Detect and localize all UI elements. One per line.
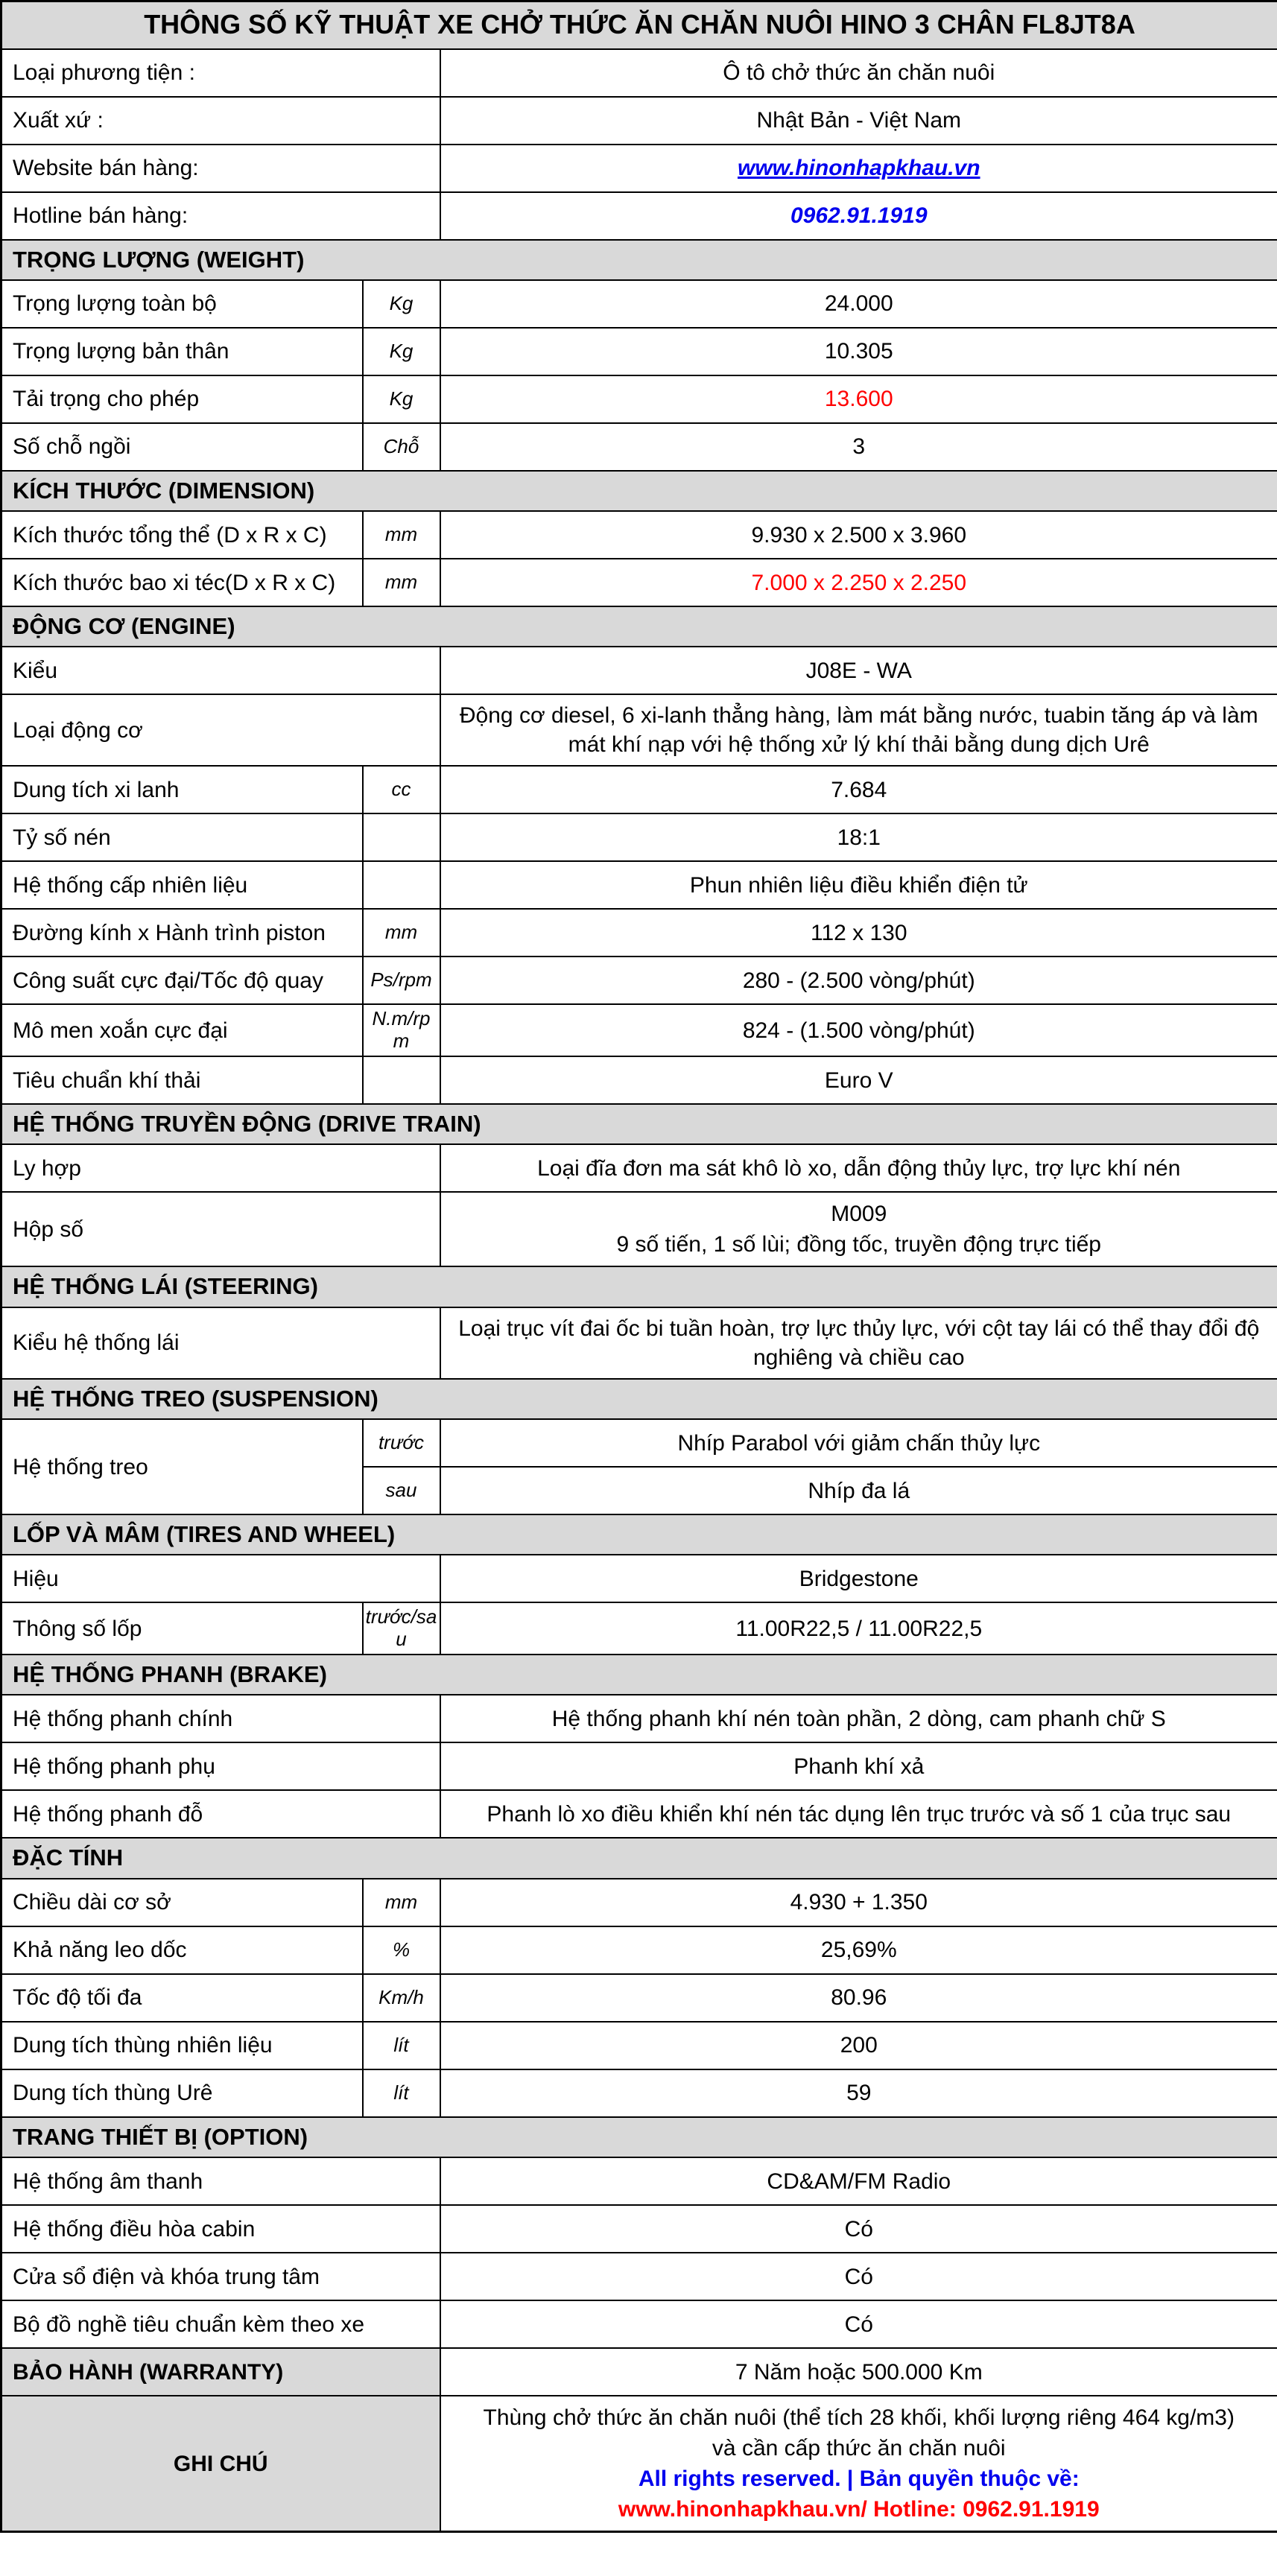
table-row	[1, 375, 1277, 423]
table-row	[1, 559, 1277, 606]
table-row	[1, 1742, 1277, 1790]
row-label: Công suất cực đại/Tốc độ quay	[1, 957, 363, 1004]
table-row	[1, 1879, 1277, 1926]
table-row	[1, 1602, 1277, 1655]
table-row	[1, 2022, 1277, 2069]
row-value: 7 Năm hoặc 500.000 Km	[440, 2348, 1277, 2396]
row-unit: lít	[363, 2069, 440, 2117]
row-value: CD&AM/FM Radio	[440, 2157, 1277, 2205]
section-row	[1, 1838, 1277, 1878]
row-unit	[363, 813, 440, 861]
row-value: 25,69%	[440, 1926, 1277, 1974]
table-row	[1, 909, 1277, 957]
row-label: GHI CHÚ	[1, 2396, 440, 2532]
row-value: Phanh lò xo điều khiển khí nén tác dụng lên trục trước và số 1 của trục sau	[440, 1790, 1277, 1838]
row-label: Kích thước tổng thể (D x R x C)	[1, 511, 363, 559]
row-label: Chiều dài cơ sở	[1, 1879, 363, 1926]
website-link[interactable]: www.hinonhapkhau.vn	[737, 156, 980, 180]
section-row	[1, 240, 1277, 280]
section-header: LỐP VÀ MÂM (TIRES AND WHEEL)	[1, 1514, 1277, 1555]
value-line: và cần cấp thức ăn chăn nuôi	[712, 2436, 1006, 2461]
row-value: 280 - (2.500 vòng/phút)	[440, 957, 1277, 1004]
row-value: Nhật Bản - Việt Nam	[440, 97, 1277, 145]
row-unit: cc	[363, 766, 440, 813]
row-value: Hệ thống phanh khí nén toàn phần, 2 dòng, cam phanh chữ S	[440, 1695, 1277, 1742]
table-row	[1, 1695, 1277, 1742]
row-value: Nhíp đa lá	[440, 1467, 1277, 1514]
row-label: Kiểu	[1, 647, 440, 694]
row-unit: mm	[363, 559, 440, 606]
row-value: Phun nhiên liệu điều khiển điện tử	[440, 861, 1277, 909]
table-row	[1, 1926, 1277, 1974]
note-copyright-line: All rights reserved. | Bản quyền thuộc về:	[638, 2466, 1080, 2492]
row-unit: N.m/rpm	[363, 1004, 440, 1056]
row-value: 9.930 x 2.500 x 3.960	[440, 511, 1277, 559]
row-label: Hệ thống điều hòa cabin	[1, 2205, 440, 2253]
row-label: Kiểu hệ thống lái	[1, 1307, 440, 1379]
hotline-number: 0962.91.1919	[440, 192, 1277, 240]
table-row	[1, 1056, 1277, 1104]
row-label: Hiệu	[1, 1555, 440, 1602]
row-value: 7.684	[440, 766, 1277, 813]
row-label: Hotline bán hàng:	[1, 192, 440, 240]
row-label: Dung tích thùng nhiên liệu	[1, 2022, 363, 2069]
page-title: THÔNG SỐ KỸ THUẬT XE CHỞ THỨC ĂN CHĂN NUÔI HINO 3 CHÂN FL8JT8A	[1, 1, 1277, 49]
table-row	[1, 2396, 1277, 2532]
row-value: 3	[440, 423, 1277, 471]
row-value: Nhíp Parabol với giảm chấn thủy lực	[440, 1419, 1277, 1467]
table-row	[1, 694, 1277, 766]
row-label: Xuất xứ :	[1, 97, 440, 145]
row-unit	[363, 861, 440, 909]
table-row	[1, 2069, 1277, 2117]
value-line: Thùng chở thức ăn chăn nuôi (thể tích 28 khối, khối lượng riêng 464 kg/m3)	[483, 2405, 1235, 2431]
value-line: M009	[831, 1202, 887, 1227]
row-value: 59	[440, 2069, 1277, 2117]
section-row	[1, 1104, 1277, 1144]
row-value	[440, 2396, 1277, 2532]
row-value: Loại trục vít đai ốc bi tuần hoàn, trợ lực thủy lực, với cột tay lái có thể thay đổi độ nghiêng và chiều cao	[440, 1307, 1277, 1379]
table-row	[1, 2253, 1277, 2300]
row-value: Phanh khí xả	[440, 1742, 1277, 1790]
row-label: Dung tích thùng Urê	[1, 2069, 363, 2117]
section-header: TRỌNG LƯỢNG (WEIGHT)	[1, 240, 1277, 280]
table-row	[1, 1307, 1277, 1379]
section-header: ĐẶC TÍNH	[1, 1838, 1277, 1878]
row-label: Cửa sổ điện và khóa trung tâm	[1, 2253, 440, 2300]
table-row	[1, 957, 1277, 1004]
row-value	[440, 145, 1277, 192]
section-row	[1, 2117, 1277, 2157]
table-row	[1, 328, 1277, 375]
row-value: 24.000	[440, 280, 1277, 328]
row-unit: Chỗ	[363, 423, 440, 471]
table-row	[1, 145, 1277, 192]
row-unit: sau	[363, 1467, 440, 1514]
table-row	[1, 2348, 1277, 2396]
row-value: 80.96	[440, 1974, 1277, 2022]
table-row	[1, 1555, 1277, 1602]
section-row	[1, 606, 1277, 647]
row-value: 824 - (1.500 vòng/phút)	[440, 1004, 1277, 1056]
section-header: HỆ THỐNG TREO (SUSPENSION)	[1, 1379, 1277, 1419]
section-row	[1, 1266, 1277, 1307]
row-unit: %	[363, 1926, 440, 1974]
row-label: Loại động cơ	[1, 694, 440, 766]
row-label: Tỷ số nén	[1, 813, 363, 861]
row-value: Euro V	[440, 1056, 1277, 1104]
row-unit: trước	[363, 1419, 440, 1467]
row-value: 4.930 + 1.350	[440, 1879, 1277, 1926]
row-label: Hệ thống treo	[1, 1419, 363, 1514]
row-label: Loại phương tiện :	[1, 49, 440, 97]
row-label: BẢO HÀNH (WARRANTY)	[1, 2348, 440, 2396]
section-row	[1, 1514, 1277, 1555]
row-unit: Ps/rpm	[363, 957, 440, 1004]
row-value: 18:1	[440, 813, 1277, 861]
table-row	[1, 423, 1277, 471]
table-row	[1, 1192, 1277, 1266]
row-value: Có	[440, 2205, 1277, 2253]
table-row	[1, 280, 1277, 328]
section-header: KÍCH THƯỚC (DIMENSION)	[1, 471, 1277, 511]
section-header: HỆ THỐNG PHANH (BRAKE)	[1, 1655, 1277, 1695]
table-row	[1, 1974, 1277, 2022]
spec-table-body	[1, 1, 1277, 2532]
row-value: Bridgestone	[440, 1555, 1277, 1602]
row-label: Tải trọng cho phép	[1, 375, 363, 423]
row-unit: mm	[363, 1879, 440, 1926]
value-line: 9 số tiến, 1 số lùi; đồng tốc, truyền động trực tiếp	[616, 1232, 1101, 1257]
row-label: Mô men xoắn cực đại	[1, 1004, 363, 1056]
section-row	[1, 471, 1277, 511]
row-unit: Kg	[363, 375, 440, 423]
row-label: Tốc độ tối đa	[1, 1974, 363, 2022]
row-value: 7.000 x 2.250 x 2.250	[440, 559, 1277, 606]
table-row	[1, 766, 1277, 813]
section-header: HỆ THỐNG LÁI (STEERING)	[1, 1266, 1277, 1307]
row-label: Kích thước bao xi téc(D x R x C)	[1, 559, 363, 606]
row-label: Số chỗ ngồi	[1, 423, 363, 471]
row-unit	[363, 1056, 440, 1104]
table-row	[1, 861, 1277, 909]
row-label: Hệ thống phanh phụ	[1, 1742, 440, 1790]
row-label: Dung tích xi lanh	[1, 766, 363, 813]
table-row	[1, 97, 1277, 145]
row-value: Loại đĩa đơn ma sát khô lò xo, dẫn động thủy lực, trợ lực khí nén	[440, 1144, 1277, 1192]
table-row	[1, 2157, 1277, 2205]
table-row	[1, 647, 1277, 694]
row-label: Hệ thống phanh đỗ	[1, 1790, 440, 1838]
section-header: ĐỘNG CƠ (ENGINE)	[1, 606, 1277, 647]
table-row	[1, 813, 1277, 861]
row-label: Bộ đồ nghề tiêu chuẩn kèm theo xe	[1, 2300, 440, 2348]
section-row	[1, 1379, 1277, 1419]
section-row	[1, 1655, 1277, 1695]
row-label: Trọng lượng bản thân	[1, 328, 363, 375]
row-value: 11.00R22,5 / 11.00R22,5	[440, 1602, 1277, 1655]
table-row	[1, 192, 1277, 240]
row-unit: mm	[363, 511, 440, 559]
row-unit: Km/h	[363, 1974, 440, 2022]
table-row	[1, 1790, 1277, 1838]
row-value: 112 x 130	[440, 909, 1277, 957]
row-value: 13.600	[440, 375, 1277, 423]
row-value	[440, 1192, 1277, 1266]
row-value: J08E - WA	[440, 647, 1277, 694]
row-unit: trước/sau	[363, 1602, 440, 1655]
table-row	[1, 2205, 1277, 2253]
table-row	[1, 2300, 1277, 2348]
row-value: 10.305	[440, 328, 1277, 375]
row-value: Động cơ diesel, 6 xi-lanh thẳng hàng, làm mát bằng nước, tuabin tăng áp và làm mát khí nạp với hệ thống xử lý khí thải bằng dung dịch Urê	[440, 694, 1277, 766]
row-label: Hệ thống âm thanh	[1, 2157, 440, 2205]
row-label: Hộp số	[1, 1192, 440, 1266]
row-unit: Kg	[363, 328, 440, 375]
row-value: Ô tô chở thức ăn chăn nuôi	[440, 49, 1277, 97]
row-label: Ly hợp	[1, 1144, 440, 1192]
section-header: TRANG THIẾT BỊ (OPTION)	[1, 2117, 1277, 2157]
row-label: Hệ thống phanh chính	[1, 1695, 440, 1742]
row-label: Trọng lượng toàn bộ	[1, 280, 363, 328]
row-label: Website bán hàng:	[1, 145, 440, 192]
row-unit: Kg	[363, 280, 440, 328]
row-label: Hệ thống cấp nhiên liệu	[1, 861, 363, 909]
note-hotline-line: www.hinonhapkhau.vn/ Hotline: 0962.91.1919	[618, 2497, 1100, 2522]
row-value: 200	[440, 2022, 1277, 2069]
row-label: Khả năng leo dốc	[1, 1926, 363, 1974]
table-row	[1, 511, 1277, 559]
row-unit: lít	[363, 2022, 440, 2069]
table-row	[1, 49, 1277, 97]
row-unit: mm	[363, 909, 440, 957]
table-row	[1, 1419, 1277, 1467]
table-row	[1, 1004, 1277, 1056]
row-value: Có	[440, 2253, 1277, 2300]
row-label: Đường kính x Hành trình piston	[1, 909, 363, 957]
section-header: HỆ THỐNG TRUYỀN ĐỘNG (DRIVE TRAIN)	[1, 1104, 1277, 1144]
row-value: Có	[440, 2300, 1277, 2348]
row-label: Thông số lốp	[1, 1602, 363, 1655]
row-label: Tiêu chuẩn khí thải	[1, 1056, 363, 1104]
table-row	[1, 1144, 1277, 1192]
title-row	[1, 1, 1277, 49]
